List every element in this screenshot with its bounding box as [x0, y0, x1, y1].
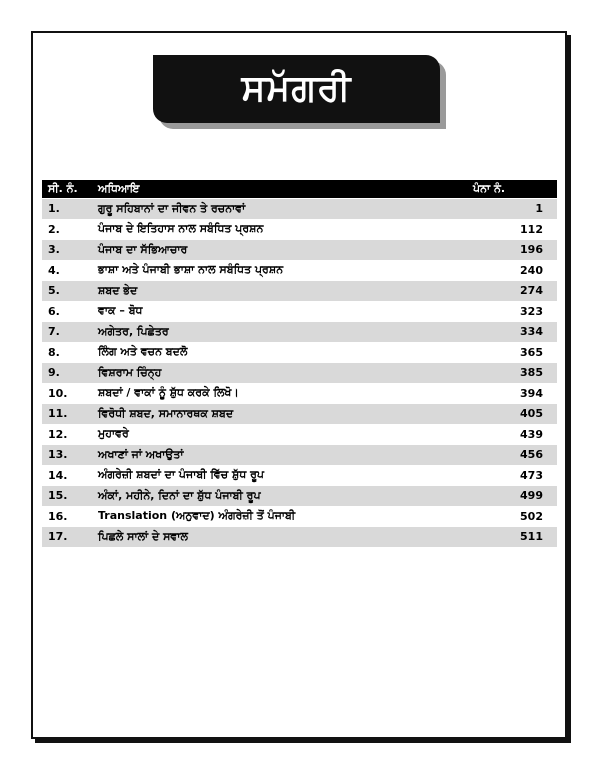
row-page-no: 385 [473, 363, 557, 384]
table-row [42, 240, 557, 261]
row-chapter-title: ਵਿਸ਼ਰਾਮ ਚਿੰਨ੍ਹ [96, 363, 473, 384]
row-page-no: 274 [473, 281, 557, 302]
table-row [42, 445, 557, 466]
table-row [42, 465, 557, 486]
title-banner-box [153, 55, 440, 123]
row-page-no: 499 [473, 486, 557, 507]
row-page-no: 112 [473, 219, 557, 240]
row-chapter-title: ਭਾਸ਼ਾ ਅਤੇ ਪੰਜਾਬੀ ਭਾਸ਼ਾ ਨਾਲ ਸਬੰਧਿਤ ਪ੍ਰਸ਼ਨ [96, 260, 473, 281]
row-page-no: 196 [473, 240, 557, 261]
row-serial-no: 12. [42, 424, 96, 445]
table-row [42, 301, 557, 322]
table-row [42, 363, 557, 384]
row-chapter-title: ਅਗੇਤਰ, ਪਿਛੇਤਰ [96, 322, 473, 343]
contents-body [42, 199, 557, 547]
row-chapter-title: ਵਿਰੋਧੀ ਸ਼ਬਦ, ਸਮਾਨਾਰਥਕ ਸ਼ਬਦ [96, 404, 473, 425]
row-chapter-title: ਪਿਛਲੇ ਸਾਲਾਂ ਦੇ ਸਵਾਲ [96, 527, 473, 547]
row-serial-no: 1. [42, 199, 96, 220]
table-row [42, 404, 557, 425]
row-serial-no: 5. [42, 281, 96, 302]
row-serial-no: 8. [42, 342, 96, 363]
table-row [42, 260, 557, 281]
row-serial-no: 13. [42, 445, 96, 466]
row-chapter-title: Translation (ਅਨੁਵਾਦ) ਅੰਗਰੇਜ਼ੀ ਤੋਂ ਪੰਜਾਬੀ [96, 506, 473, 527]
header-chapter: ਅਧਿਆਇ [96, 180, 473, 199]
row-chapter-title: ਗੁਰੂ ਸਹਿਬਾਨਾਂ ਦਾ ਜੀਵਨ ਤੇ ਰਚਨਾਵਾਂ [96, 199, 473, 220]
row-chapter-title: ਅਖਾਣਾਂ ਜਾਂ ਅਖਾਉਤਾਂ [96, 445, 473, 466]
row-page-no: 240 [473, 260, 557, 281]
row-serial-no: 7. [42, 322, 96, 343]
row-serial-no: 9. [42, 363, 96, 384]
table-row [42, 342, 557, 363]
row-page-no: 323 [473, 301, 557, 322]
row-serial-no: 17. [42, 527, 96, 547]
row-chapter-title: ਸ਼ਬਦ ਭੇਦ [96, 281, 473, 302]
row-chapter-title: ਅੰਗਰੇਜ਼ੀ ਸ਼ਬਦਾਂ ਦਾ ਪੰਜਾਬੀ ਵਿੱਚ ਸ਼ੁੱਧ ਰੂਪ [96, 465, 473, 486]
row-chapter-title: ਮੁਹਾਵਰੇ [96, 424, 473, 445]
header-page-no: ਪੰਨਾ ਨੰ. [473, 180, 557, 199]
row-serial-no: 16. [42, 506, 96, 527]
row-serial-no: 11. [42, 404, 96, 425]
table-row [42, 281, 557, 302]
row-page-no: 334 [473, 322, 557, 343]
table-row [42, 424, 557, 445]
header-serial-no: ਸੀ. ਨੰ. [42, 180, 96, 199]
contents-header-row [42, 180, 557, 199]
row-serial-no: 6. [42, 301, 96, 322]
row-chapter-title: ਲਿੰਗ ਅਤੇ ਵਚਨ ਬਦਲੋ [96, 342, 473, 363]
row-page-no: 473 [473, 465, 557, 486]
row-serial-no: 15. [42, 486, 96, 507]
page-title: ਸਮੱਗਰੀ [241, 68, 352, 109]
row-page-no: 394 [473, 383, 557, 404]
row-serial-no: 4. [42, 260, 96, 281]
table-row [42, 486, 557, 507]
row-serial-no: 10. [42, 383, 96, 404]
table-row [42, 383, 557, 404]
row-page-no: 365 [473, 342, 557, 363]
row-chapter-title: ਪੰਜਾਬ ਦਾ ਸੱਭਿਆਚਾਰ [96, 240, 473, 261]
row-chapter-title: ਅੰਕਾਂ, ਮਹੀਨੇ, ਦਿਨਾਂ ਦਾ ਸ਼ੁੱਧ ਪੰਜਾਬੀ ਰੂਪ [96, 486, 473, 507]
table-row [42, 322, 557, 343]
row-serial-no: 14. [42, 465, 96, 486]
row-page-no: 439 [473, 424, 557, 445]
contents-table [42, 180, 557, 547]
row-page-no: 1 [473, 199, 557, 220]
table-row [42, 219, 557, 240]
row-chapter-title: ਵਾਕ – ਬੋਧ [96, 301, 473, 322]
row-page-no: 405 [473, 404, 557, 425]
row-chapter-title: ਪੰਜਾਬ ਦੇ ਇਤਿਹਾਸ ਨਾਲ ਸਬੰਧਿਤ ਪ੍ਰਸ਼ਨ [96, 219, 473, 240]
row-serial-no: 3. [42, 240, 96, 261]
row-chapter-title: ਸ਼ਬਦਾਂ / ਵਾਕਾਂ ਨੂੰ ਸ਼ੁੱਧ ਕਰਕੇ ਲਿਖੋ। [96, 383, 473, 404]
row-page-no: 511 [473, 527, 557, 547]
table-row [42, 506, 557, 527]
row-page-no: 502 [473, 506, 557, 527]
table-row [42, 199, 557, 220]
row-serial-no: 2. [42, 219, 96, 240]
row-page-no: 456 [473, 445, 557, 466]
title-banner [153, 55, 440, 123]
table-row [42, 527, 557, 547]
